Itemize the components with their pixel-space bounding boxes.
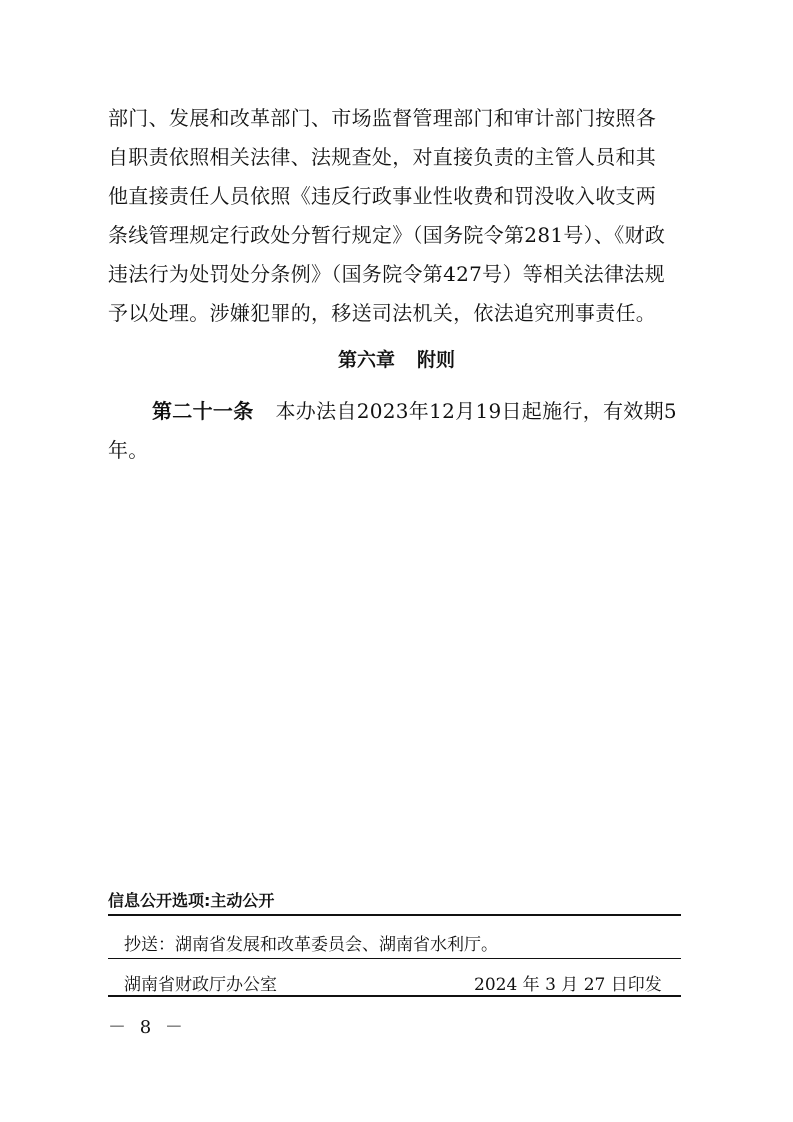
article-text: 本办法自2023年12月19日起施行，有效期5 [275,399,677,423]
body-line-4: 条线管理规定行政处分暂行规定》（国务院令第281号）、《财政 [108,223,666,247]
body-line-6: 予以处理。涉嫌犯罪的，移送司法机关，依法追究刑事责任。 [108,301,657,325]
article-continuation: 年。 [108,438,149,462]
body-line-2: 自职责依照相关法律、法规查处，对直接负责的主管人员和其 [108,145,657,169]
article-number: 第二十一条 [152,399,254,423]
chapter-heading [0,345,793,372]
disclosure-option: 信息公开选项:主动公开 [108,891,275,910]
cc-line: 抄送：湖南省发展和改革委员会、湖南省水利厅。 [124,935,498,955]
divider-top [108,914,681,916]
issuer: 湖南省财政厅办公室 [124,975,277,995]
divider-middle [108,958,681,959]
chapter-title: 附则 [417,349,456,371]
issue-date: 2024 年 3 月 27 日印发 [474,975,662,995]
body-line-1: 部门、发展和改革部门、市场监督管理部门和审计部门按照各 [108,106,657,130]
divider-bottom [108,995,681,997]
page-number: － 8 － [108,1017,187,1038]
body-line-5: 违法行为处罚处分条例》（国务院令第427号）等相关法律法规 [108,262,665,286]
body-line-3: 他直接责任人员依照《违反行政事业性收费和罚没收入收支两 [108,184,657,208]
chapter-number: 第六章 [337,349,395,371]
article-first-line [152,398,677,424]
